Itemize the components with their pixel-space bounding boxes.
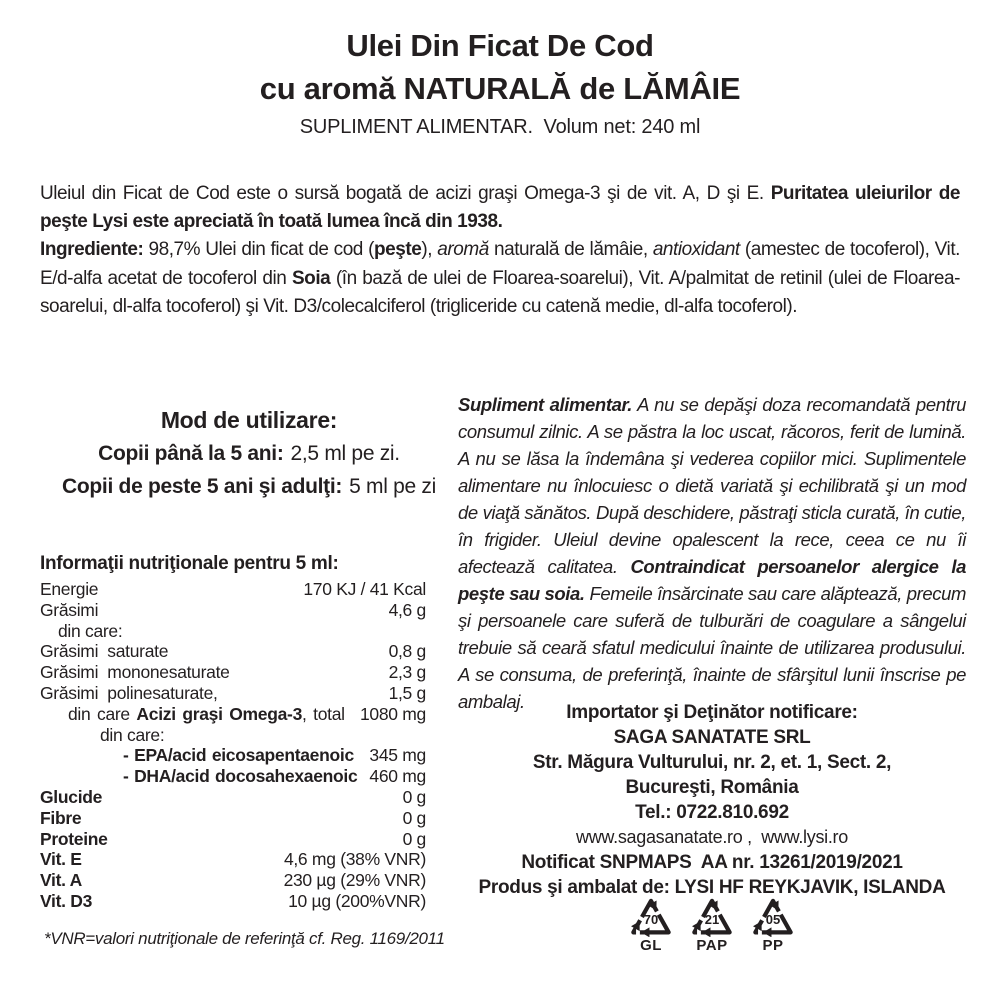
allergen-soy: Soia (291, 267, 331, 289)
recycling-triangle (750, 897, 796, 937)
usage-label: Copii până la 5 ani: (98, 442, 284, 465)
allergen-fish: peşte (373, 239, 422, 261)
ingredients-text: ), (421, 239, 438, 261)
table-row (40, 870, 426, 891)
nutrient-value: 2,3 g (388, 662, 426, 683)
product-title-line1: Ulei Din Ficat De Cod (346, 28, 654, 63)
ingredients-text: naturală de lămâie, (488, 239, 653, 261)
recycling-symbol-glass (626, 897, 676, 954)
recycling-material: PP (762, 937, 784, 954)
nutrient-value: 0 g (402, 786, 426, 807)
recycling-symbol-paper (687, 897, 737, 954)
advisory-text: A nu se depăşi doza recomandată pentru consumul zilnic. A se păstra la loc uscat, răcoros, ferit de lumină. A nu se lăsa la îndemâna şi vederea copiilor mici. Suplimentele alimentare nu înlocuiesc o dietă variată şi echilibrată şi un mod de viaţă sănătos. După deschidere, păstraţi sticla curată, în cutie, în frigider. Uleiul devine opalescent la rece, ceea ce nu îi afectează calitatea. (458, 394, 966, 577)
nutrition-section (40, 551, 426, 912)
table-row (40, 725, 426, 746)
nutrient-value: 4,6 g (388, 599, 426, 620)
nutrient-label: Grăsimi saturate (40, 641, 169, 662)
nutrient-value: 230 µg (29% VNR) (283, 870, 426, 891)
vnr-footnote: *VNR=valori nutriţionale de referinţă cf. Reg. 1169/2011 (44, 929, 445, 948)
nutrient-label: Vit. D3 (40, 890, 93, 911)
nutrient-value: 10 µg (200%VNR) (288, 890, 426, 911)
table-row-epa (40, 745, 426, 766)
table-row (40, 683, 426, 704)
usage-label: Copii de peste 5 ani şi adulţi: (62, 475, 343, 498)
importer-websites: www.sagasanatate.ro , www.lysi.ro (576, 827, 848, 847)
title-block (0, 24, 1000, 139)
nutrient-label: Fibre (40, 807, 82, 828)
nutrient-label-bold: Acizi graşi Omega-3 (136, 703, 303, 724)
recycling-code: 05 (765, 912, 781, 927)
nutrient-label: Glucide (40, 786, 103, 807)
nutrient-label-text: din care (68, 703, 137, 724)
table-row (40, 849, 426, 870)
intro-paragraph (40, 180, 960, 236)
product-title-line2: cu aromă NATURALĂ de LĂMÂIE (259, 71, 741, 106)
nutrient-label: Grăsimi polinesaturate, (40, 682, 218, 703)
nutrient-value: 170 KJ / 41 Kcal (303, 579, 426, 599)
nutrient-value: 345 mg (369, 745, 426, 766)
recycling-symbol-plastic (748, 897, 798, 954)
intro-text: Uleiul din Ficat de Cod este o sursă bogată de acizi graşi Omega-3 şi de vit. A, D şi E. (40, 183, 771, 204)
usage-line-over-5-and-adults (40, 470, 458, 503)
table-row (40, 662, 426, 683)
intro-claim: Puritatea uleiurilor de peşte Lysi este apreciată în toată lumea încă din 1938. (40, 183, 960, 233)
importer-city: Bucureşti, România (625, 777, 799, 798)
usage-line-children-under-5 (40, 437, 458, 470)
table-row (40, 600, 426, 621)
nutrient-value: 1080 mg (359, 703, 426, 724)
nutrient-value: 460 mg (369, 766, 426, 787)
ingredients-aroma: aromă (437, 239, 489, 261)
nutrient-value: 0 g (402, 828, 426, 849)
importer-phone: Tel.: 0722.810.692 (635, 802, 789, 823)
nutrient-label: Proteine (40, 828, 108, 849)
table-row-dha (40, 766, 426, 787)
nutrient-value: 4,6 mg (38% VNR) (283, 849, 426, 870)
recycling-material: GL (640, 937, 662, 954)
nutrient-label: Vit. A (40, 870, 82, 891)
importer-heading: Importator şi Deţinător notificare: (566, 702, 858, 723)
table-row (40, 641, 426, 662)
importer-section (458, 700, 966, 900)
nutrient-label (40, 704, 345, 725)
ingredients-text: (amestec de tocoferol), Vit. E/d-alfa acetat de tocoferol din (40, 239, 960, 289)
importer-street: Str. Măgura Vulturului, nr. 2, et. 1, Sect. 2, (532, 752, 892, 773)
table-row (40, 808, 426, 829)
ingredients-antioxidant: antioxidant (652, 239, 740, 261)
recycling-code: 21 (704, 912, 720, 927)
ingredients-paragraph (40, 236, 960, 321)
usage-section (40, 404, 458, 503)
ingredients-text: (în bază de ulei de Floarea-soarelui), Vit. A/palmitat de retinil (ulei de Floarea-soarelui, dl-alfa tocoferol) şi Vit. D3/colecalciferol (trigliceride cu catenă medie, dl-alfa tocoferol). (40, 267, 960, 317)
recycling-triangle (689, 897, 735, 937)
advisory-text: Femeile însărcinate sau care alăptează, precum şi persoanele care suferă de tulburări de coagulare a sângelui trebuie să ceară sfatul medicului înainte de utilizarea produsului. A se consuma, de preferinţă, înainte de sfârşitul lunii înscrise pe ambalaj. (458, 583, 966, 712)
recycling-code: 70 (643, 912, 659, 927)
table-row (40, 891, 426, 912)
nutrient-label: - DHA/acid docosahexaenoic (123, 766, 358, 787)
recycling-symbols (458, 897, 966, 954)
nutrient-label: Energie (40, 579, 99, 599)
ingredients-label: Ingrediente: (40, 239, 144, 261)
nutrient-value: 0 g (402, 807, 426, 828)
recycling-triangle (628, 897, 674, 937)
table-row (40, 621, 426, 642)
notification-number: Notificat SNPMAPS AA nr. 13261/2019/2021 (521, 852, 903, 873)
usage-dose: 5 ml pe zi (349, 475, 436, 498)
product-subtitle: SUPLIMENT ALIMENTAR. Volum net: 240 ml (299, 116, 701, 138)
advisory-contraindication: Contraindicat persoanelor alergice la peşte sau soia. (458, 556, 967, 604)
producer-line: Produs şi ambalat de: LYSI HF REYKJAVIK, ISLANDA (478, 877, 946, 898)
nutrient-value: 1,5 g (388, 682, 426, 703)
table-row-omega3 (40, 704, 426, 725)
nutrient-label-text: , total (302, 703, 345, 724)
nutrition-heading: Informaţii nutriţionale pentru 5 ml: (40, 553, 339, 574)
advisory-paragraph (458, 391, 966, 715)
nutrient-value: 0,8 g (388, 641, 426, 662)
advisory-lead: Supliment alimentar. (458, 394, 632, 415)
table-row (40, 579, 426, 600)
usage-heading: Mod de utilizare: (160, 407, 338, 433)
nutrient-label: Vit. E (40, 849, 82, 870)
nutrient-label: - EPA/acid eicosapentaenoic (123, 745, 354, 766)
recycling-material: PAP (696, 937, 728, 954)
ingredients-text: 98,7% Ulei din ficat de cod ( (143, 239, 374, 261)
usage-dose: 2,5 ml pe zi. (290, 442, 400, 465)
nutrient-label: din care: (100, 724, 165, 745)
nutrient-label: Grăsimi (40, 599, 99, 620)
importer-company: SAGA SANATATE SRL (613, 727, 811, 748)
nutrient-label: Grăsimi mononesaturate (40, 662, 230, 683)
nutrient-label: din care: (58, 620, 123, 641)
table-row (40, 829, 426, 850)
description-block (40, 180, 960, 321)
table-row (40, 787, 426, 808)
